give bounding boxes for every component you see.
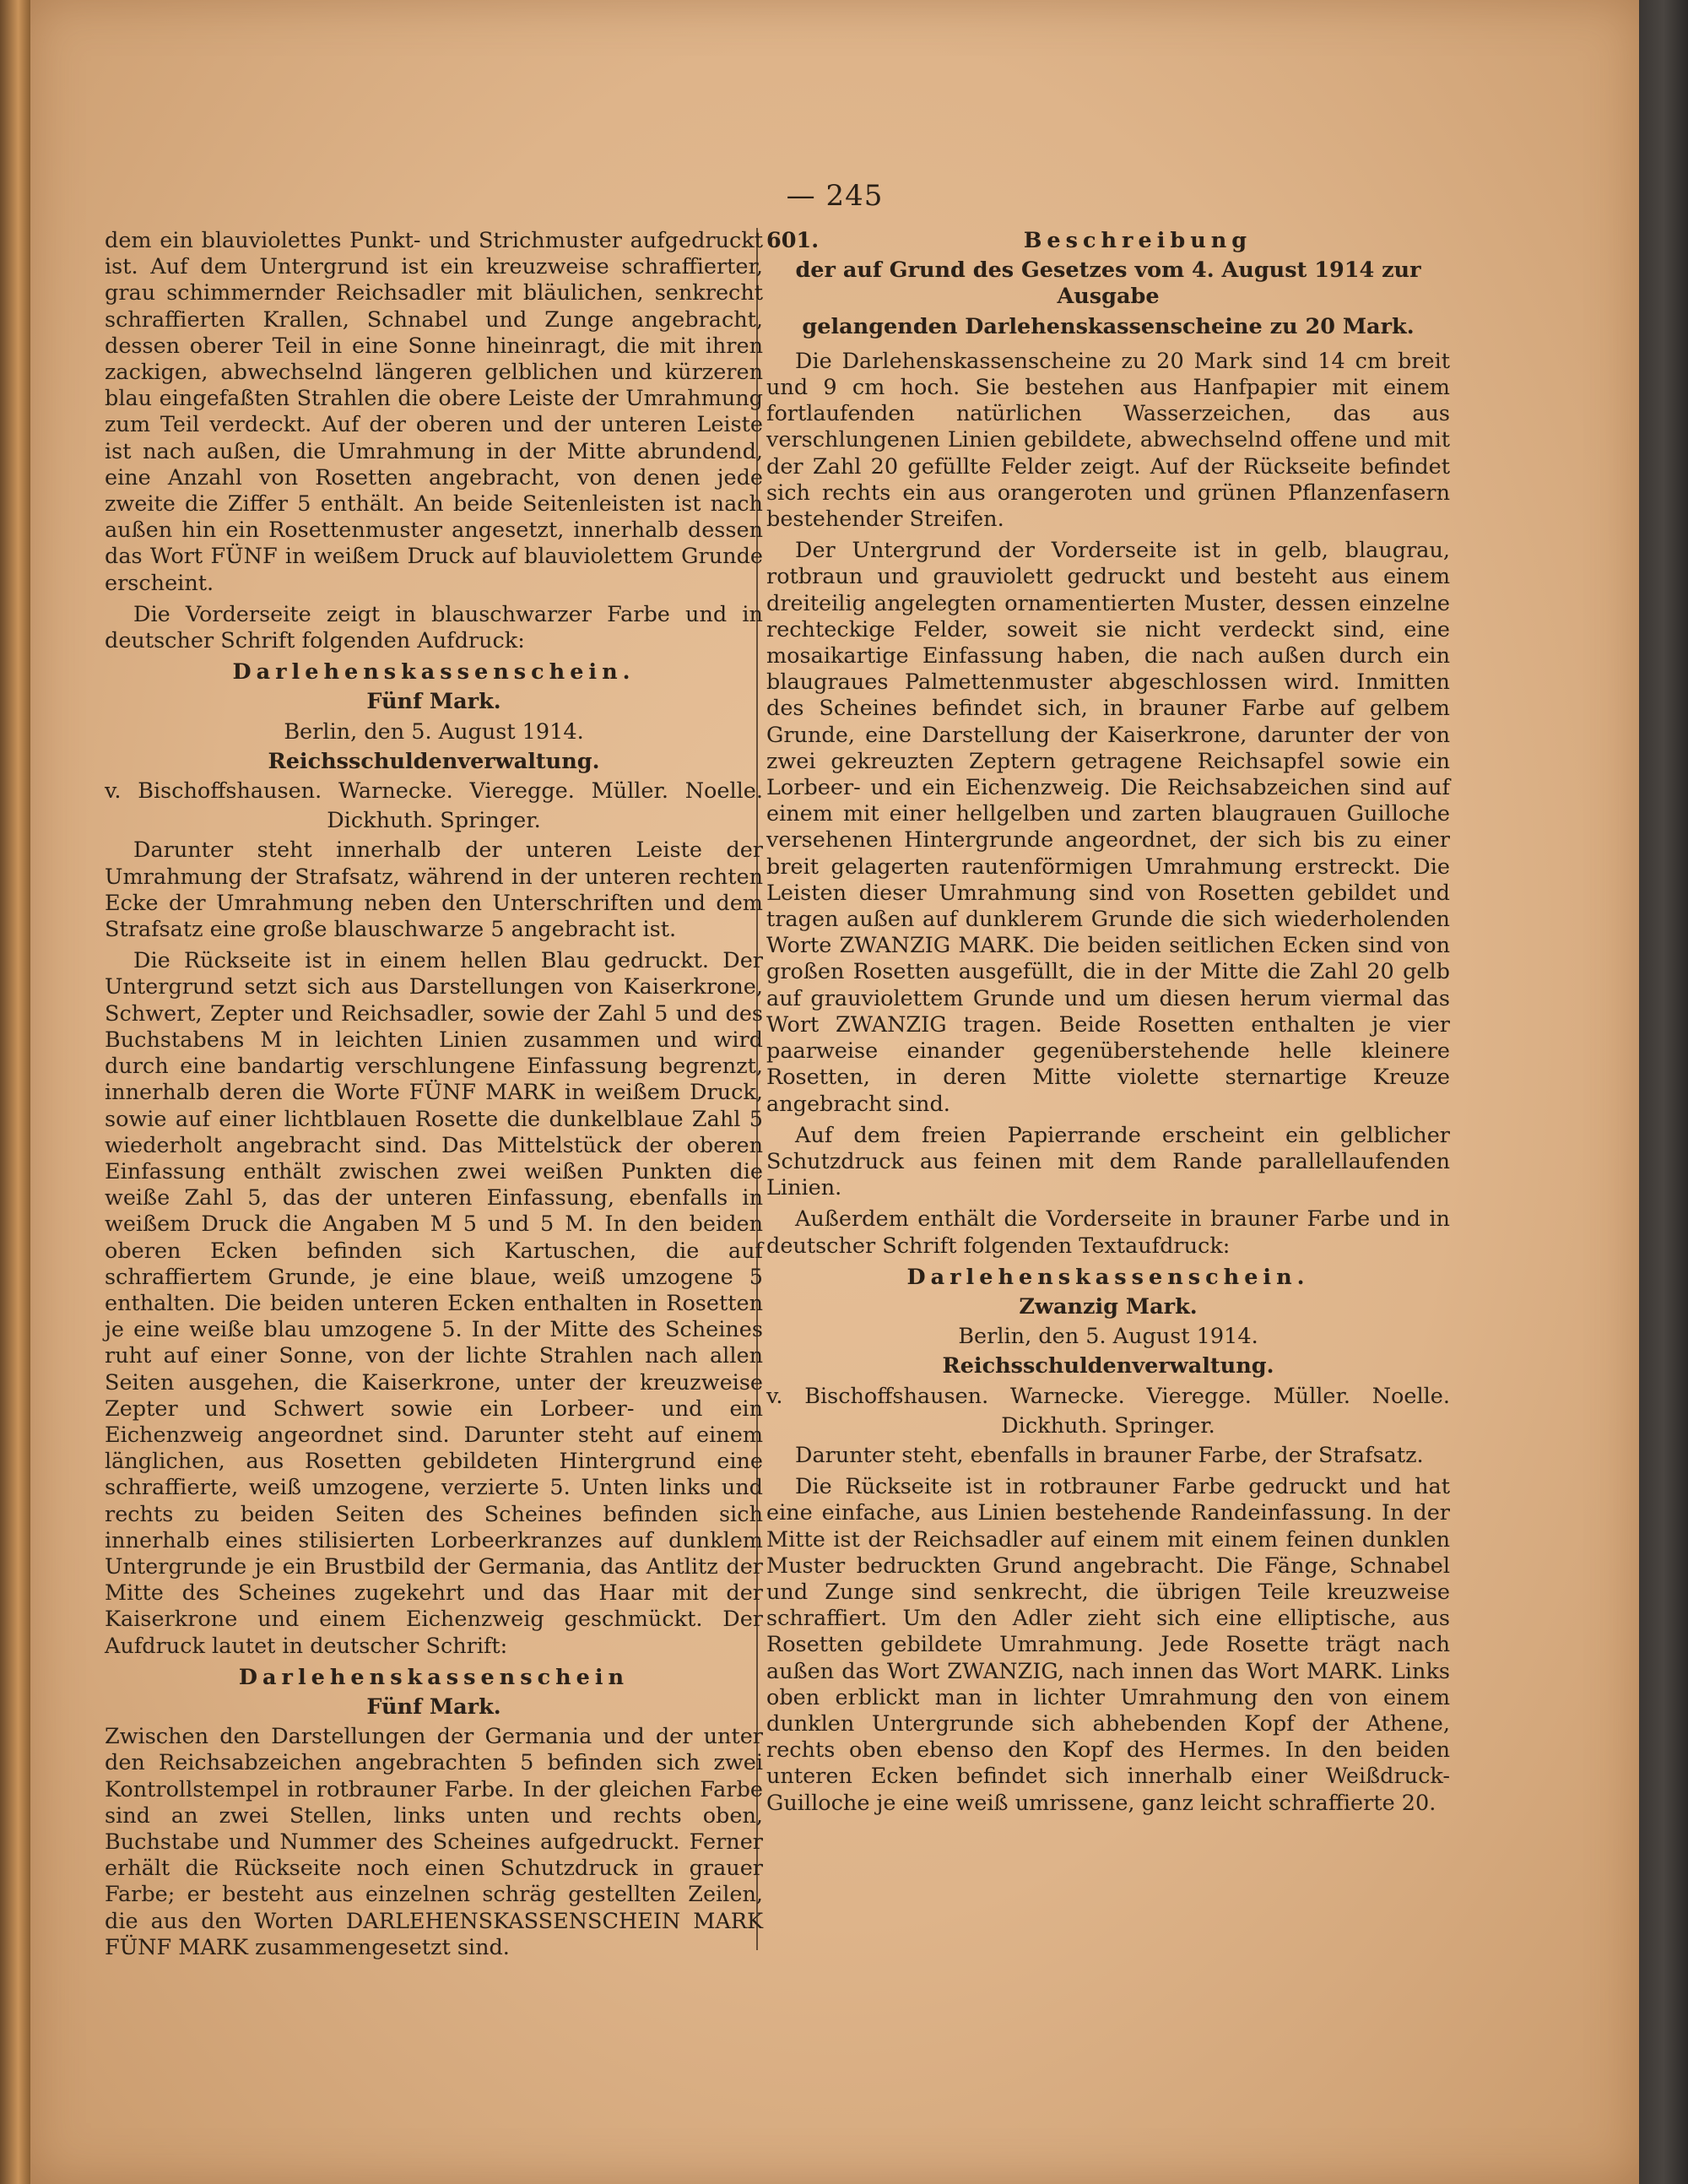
left-note-value: Fünf Mark. [366, 689, 501, 715]
right-signatures-1: v. Bischoffshausen. Warnecke. Vieregge. Müller. Noelle. [766, 1383, 1450, 1409]
left-note-authority: Reichsschuldenverwaltung. [268, 748, 600, 774]
right-column [766, 228, 1450, 1822]
section-title: Beschreibung [1023, 228, 1252, 253]
left-note-heading: Darlehenskassenschein. [232, 659, 636, 686]
right-note-authority: Reichsschuldenverwaltung. [942, 1353, 1274, 1379]
left-note-date: Berlin, den 5. August 1914. [284, 718, 584, 745]
left-paragraph-4: Die Rückseite ist in einem hellen Blau gedruckt. Der Untergrund setzt sich aus Darstellungen von Kaiserkrone, Schwert, Zepter und Reichsadler, sowie der Zahl 5 und des Buchstabens M in leichten Linien zusammen und wird durch eine bandartig verschlungene Einfassung begrenzt, innerhalb deren die Worte FÜNF MARK in weißem Druck, sowie auf einer lichtblauen Rosette die dunkelblaue Zahl 5 wiederholt angebracht sind. Das Mittelstück der oberen Einfassung enthält zwischen zwei weißen Punkten die weiße Zahl 5, das der unteren Einfassung, ebenfalls in weißem Druck die Angaben M 5 und 5 M. In den beiden oberen Ecken befinden sich Kartuschen, die auf schraffiertem Grunde, je eine blaue, weiß umzogene 5 enthalten. Die beiden unteren Ecken enthalten in Rosetten je eine weiße blau umzogene 5. In der Mitte des Scheines ruht auf einer Sonne, von der lichte Strahlen nach allen Seiten ausgehen, die Kaiserkrone, unter der kreuzweise Zepter und Schwert sowie ein Lorbeer- und ein Eichenzweig angeordnet sind. Darunter steht auf einem länglichen, aus Rosetten gebildeten Hintergrund eine schraffierte, weiß umzogene, verzierte 5. Unten links und rechts zu beiden Seiten des Scheines befinden sich innerhalb eines stilisierten Lorbeerkranzes auf dunklem Untergrunde je ein Brustbild der Germania, das Antlitz der Mitte des Scheines zugekehrt und das Haar mit der Kaiserkrone und einem Eichenzweig geschmückt. Der Aufdruck lautet in deutscher Schrift: [105, 948, 763, 1659]
right-paragraph-4: Außerdem enthält die Vorderseite in brauner Farbe und in deutscher Schrift folgenden Textaufdruck: [766, 1206, 1450, 1259]
right-signatures-2: Dickhuth. Springer. [1001, 1412, 1215, 1439]
right-note-heading: Darlehenskassenschein. [906, 1264, 1310, 1290]
left-paragraph-3: Darunter steht innerhalb der unteren Leiste der Umrahmung der Strafsatz, während in der unteren rechten Ecke der Umrahmung neben den Unterschriften und dem Strafsatz eine große blauschwarze 5 angebracht ist. [105, 837, 763, 943]
right-note-date: Berlin, den 5. August 1914. [958, 1324, 1258, 1350]
left-back-value: Fünf Mark. [366, 1694, 501, 1720]
section-heading [766, 228, 1450, 254]
left-page-edge [0, 0, 30, 2184]
right-paragraph-1: Die Darlehenskassenscheine zu 20 Mark sind 14 cm breit und 9 cm hoch. Sie bestehen aus Hanfpapier mit einem fortlaufenden natürlichen Wasserzeichen, das aus verschlungenen Linien gebildete, abwechselnd offene und mit der Zahl 20 gefüllte Felder zeigt. Auf der Rückseite befindet sich rechts ein aus orangeroten und grünen Pflanzenfasern bestehender Streifen. [766, 348, 1450, 533]
left-paragraph-5: Zwischen den Darstellungen der Germania und der unter den Reichsabzeichen angebrachten 5 befinden sich zwei Kontrollstempel in rotbrauner Farbe. In der gleichen Farbe sind an zwei Stellen, links unten und rechts oben, Buchstabe und Nummer des Scheines aufgedruckt. Ferner erhält die Rückseite noch einen Schutzdruck in grauer Farbe; er besteht aus einzelnen schräg gestellten Zeilen, die aus den Worten DARLEHENSKASSENSCHEIN MARK FÜNF MARK zusammengesetzt sind. [105, 1724, 763, 1960]
left-back-heading: Darlehenskassenschein [238, 1664, 630, 1690]
right-paragraph-5: Darunter steht, ebenfalls in brauner Farbe, der Strafsatz. [795, 1442, 1424, 1468]
left-column [105, 228, 763, 1966]
book-cover-edge [1639, 0, 1688, 2184]
left-paragraph-1: dem ein blauviolettes Punkt- und Strichmuster aufgedruckt ist. Auf dem Untergrund ist ein kreuzweise schraffierter, grau schimmernder Reichsadler mit bläulichen, senkrecht schraffierten Krallen, Schnabel und Zunge angebracht, dessen oberer Teil in eine Sonne hineinragt, die mit ihren zackigen, abwechselnd längeren gelblichen und kürzeren blau eingefaßten Strahlen die obere Leiste der Umrahmung zum Teil verdeckt. Auf der oberen und der unteren Leiste ist nach außen, die Umrahmung in der Mitte abrundend, eine Anzahl von Rosetten angebracht, von denen jede zweite die Ziffer 5 enthält. An beide Seitenleisten ist nach außen hin ein Rosettenmuster angesetzt, innerhalb dessen das Wort FÜNF in weißem Druck auf blauviolettem Grunde erscheint. [105, 228, 763, 596]
right-note-value: Zwanzig Mark. [1019, 1293, 1198, 1320]
left-paragraph-2: Die Vorderseite zeigt in blauschwarzer Farbe und in deutscher Schrift folgenden Aufdruck: [105, 601, 763, 654]
left-signatures-1: v. Bischoffshausen. Warnecke. Vieregge. Müller. Noelle. [105, 778, 763, 805]
right-paragraph-3: Auf dem freien Papierrande erscheint ein gelblicher Schutzdruck aus feinen mit dem Rande parallellaufenden Linien. [766, 1122, 1450, 1201]
section-subtitle-1: der auf Grund des Gesetzes vom 4. August 1914 zur Ausgabe [795, 257, 1421, 310]
page [30, 0, 1639, 2184]
right-paragraph-6: Die Rückseite ist in rotbrauner Farbe gedruckt und hat eine einfache, aus Linien bestehende Randeinfassung. In der Mitte ist der Reichsadler auf einem mit einem feinen dunklen Muster bedruckten Grund angebracht. Die Fänge, Schnabel und Zunge sind senkrecht, die übrigen Teile kreuzweise schraffiert. Um den Adler zieht sich eine elliptische, aus Rosetten gebildete Umrahmung. Jede Rosette trägt nach außen das Wort ZWANZIG, nach innen das Wort MARK. Links oben erblickt man in lichter Umrahmung den von einem dunklen Untergrunde sich abhebenden Kopf der Athene, rechts oben ebenso den Kopf des Hermes. In den beiden unteren Ecken befindet sich innerhalb einer Weißdruck-Guilloche je eine weiß umrissene, ganz leicht schraffierte 20. [766, 1474, 1450, 1816]
page-number: — 245 [786, 179, 884, 213]
section-subtitle-2: gelangenden Darlehenskassenscheine zu 20 Mark. [802, 313, 1415, 339]
left-signatures-2: Dickhuth. Springer. [327, 808, 541, 834]
right-paragraph-2: Der Untergrund der Vorderseite ist in gelb, blaugrau, rotbraun und grauviolett gedruckt und besteht aus einem dreiteilig angelegten ornamentierten Muster, dessen einzelne rechteckige Felder, soweit sie nicht verdeckt sind, eine mosaikartige Einfassung haben, die nach außen durch ein blaugraues Palmettenmuster abgeschlossen wird. Inmitten des Scheines befindet sich, in brauner Farbe auf gelbem Grunde, eine Darstellung der Kaiserkrone, darunter der von zwei gekreuzten Zeptern getragene Reichsapfel sowie ein Lorbeer- und ein Eichenzweig. Die Reichsabzeichen sind auf einem mit einer hellgelben und zarten blaugrauen Guilloche versehenen Hintergrunde angeordnet, der sich bis zu einer breit gelagerten rautenförmigen Umrahmung erstreckt. Die Leisten dieser Umrahmung sind von Rosetten gebildet und tragen außen auf dunklerem Grunde die sich wiederholenden Worte ZWANZIG MARK. Die beiden seitlichen Ecken sind von großen Rosetten ausgefüllt, die in der Mitte die Zahl 20 gelb auf grauviolettem Grunde und um diesen herum viermal das Wort ZWANZIG tragen. Beide Rosetten enthalten je vier paarweise einander gegenüberstehende helle kleinere Rosetten, in deren Mitte violette sternartige Kreuze angebracht sind. [766, 538, 1450, 1117]
section-number: 601. [766, 228, 820, 253]
